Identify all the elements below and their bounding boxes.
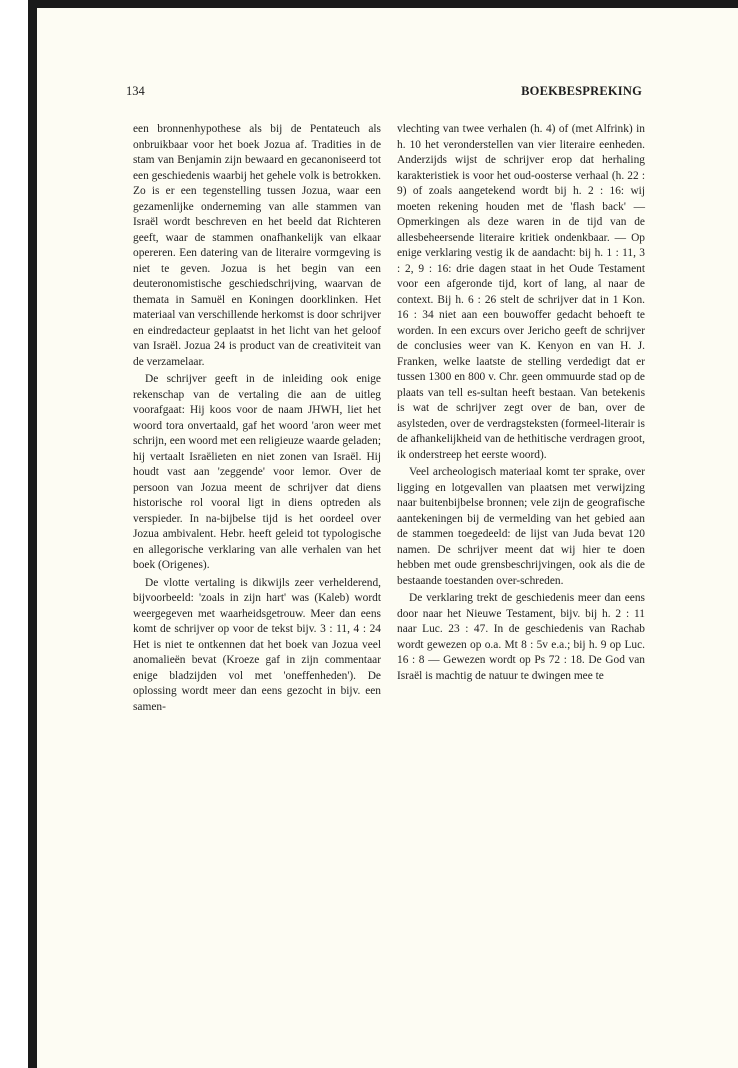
page-header: [126, 84, 642, 102]
left-column: [133, 122, 381, 715]
right-paragraph-1: vlechting van twee verhalen (h. 4) of (met Alfrink) in h. 10 het veronderstellen van vier literaire eenheden. Anderzijds wijst de schrijver erop dat herhaling karakteristiek is voor het oud-oosterse verhaal (h. 22 : 9) of zoals aangetekend wordt bij h. 2 : 16: wij moeten rekening houden met de 'flash back' — Opmerkingen als deze waren in de tijd van de allesbeheersende literaire kritiek ondenkbaar. — Op enige verklaring vestig ik de aandacht: bij h. 1 : 11, 3 : 2, 9 : 16: drie dagen staat in het Oude Testament voor een afgeronde tijd, kort of lang, al naar de context. Bij h. 6 : 26 stelt de schrijver dat in 1 Kon. 16 : 34 niet aan een bouwoffer gedacht behoeft te worden. In een excurs over Jericho geeft de schrijver de conclusies weer van K. Kenyon en van H. J. Franken, welke laatste de stelling verdedigt dat er tussen 1300 en 800 v. Chr. geen ommuurde stad op de plaats van tell es-sultan heeft bestaan. Van betekenis is wat de schrijver zegt over de ban, over de asylsteden, over de verdragsteksten (formeel-literair is de afhankelijkheid van de hethitische verdragen groot, ik onderstreep het eerste woord).: [397, 123, 645, 461]
running-head: BOEKBESPREKING: [521, 84, 642, 98]
scan-border-top: [28, 0, 738, 8]
scan-border-left: [28, 0, 37, 1068]
page-number: 134: [126, 84, 145, 98]
right-column: [397, 122, 645, 684]
right-paragraph-2: Veel archeologisch materiaal komt ter sprake, over ligging en lotgevallen van plaatsen met verwijzing naar buitenbijbelse bronnen; vele zijn de geografische aantekeningen bij de vermelding van het gebied aan de stammen toegedeeld: de lijst van Juda bevat 120 namen. De schrijver meent dat wij hier te doen hebben met oude grensbeschrijvingen, ook als die de bestaande toestanden over-schreden.: [397, 466, 645, 587]
right-paragraph-3: De verklaring trekt de geschiedenis meer dan eens door naar het Nieuwe Testament, bijv. bij h. 2 : 11 naar Luc. 23 : 47. In de geschiedenis van Rachab wordt gewezen op o.a. Mt 8 : 5v e.a.; bij h. 9 op Luc. 16 : 8 — Gewezen wordt op Ps 72 : 18. De God van Israël is machtig de natuur te dwingen mee te: [397, 592, 645, 682]
left-paragraph-1: een bronnenhypothese als bij de Pentateuch als onbruikbaar voor het boek Jozua af. Tradities in de stam van Benjamin zijn bewaard en gecanoniseerd tot een geschiedenis waarbij het gehele volk is betrokken. Zo is er een tegenstelling tussen Jozua, waar een gezamenlijke onderneming van alle stammen van Israël wordt beschreven en het beeld dat Richteren geeft, waar de stammen onafhankelijk van elkaar opereren. Een datering van de literaire vormgeving is niet te geven. Jozua is het begin van een deuteronomistische geschiedschrijving, waarvan de themata in Samuël en Koningen doorklinken. Het materiaal van verschillende herkomst is door schrijver en eindredacteur geplaatst in het licht van het geloof van Israël. Jozua 24 is product van de creativiteit van de verzamelaar.: [133, 123, 381, 368]
left-paragraph-2: De schrijver geeft in de inleiding ook enige rekenschap van de vertaling die aan de uitleg voorafgaat: Hij koos voor de naam JHWH, liet het woord tora onvertaald, gaf het woord 'aron weer met schrijn, een woord met een religieuze waarde geladen; hij vertaalt Israëlieten en niet zonen van Israël. Hij houdt vast aan 'zeggende' voor lemor. Over de persoon van Jozua meent de schrijver dat diens historische rol vooral ligt in diens optreden als verspieder. In na-bijbelse tijd is het oordeel over Jozua ambivalent. Hebr. heeft geleid tot typologische en allegorische verklaring van alle verhalen van het boek (Origenes).: [133, 373, 381, 571]
left-paragraph-3: De vlotte vertaling is dikwijls zeer verhelderend, bijvoorbeeld: 'zoals in zijn hart' was (Kaleb) wordt weergegeven met waarheidsgetrouw. Meer dan eens komt de schrijver op voor de tekst bijv. 3 : 11, 4 : 24 Het is niet te ontkennen dat het boek van Jozua veel anomalieën bevat (Kroeze gaf in zijn commentaar enige bladzijden vol met 'oneffenheden'). De oplossing wordt meer dan eens gezocht in bijv. een samen-: [133, 576, 381, 713]
